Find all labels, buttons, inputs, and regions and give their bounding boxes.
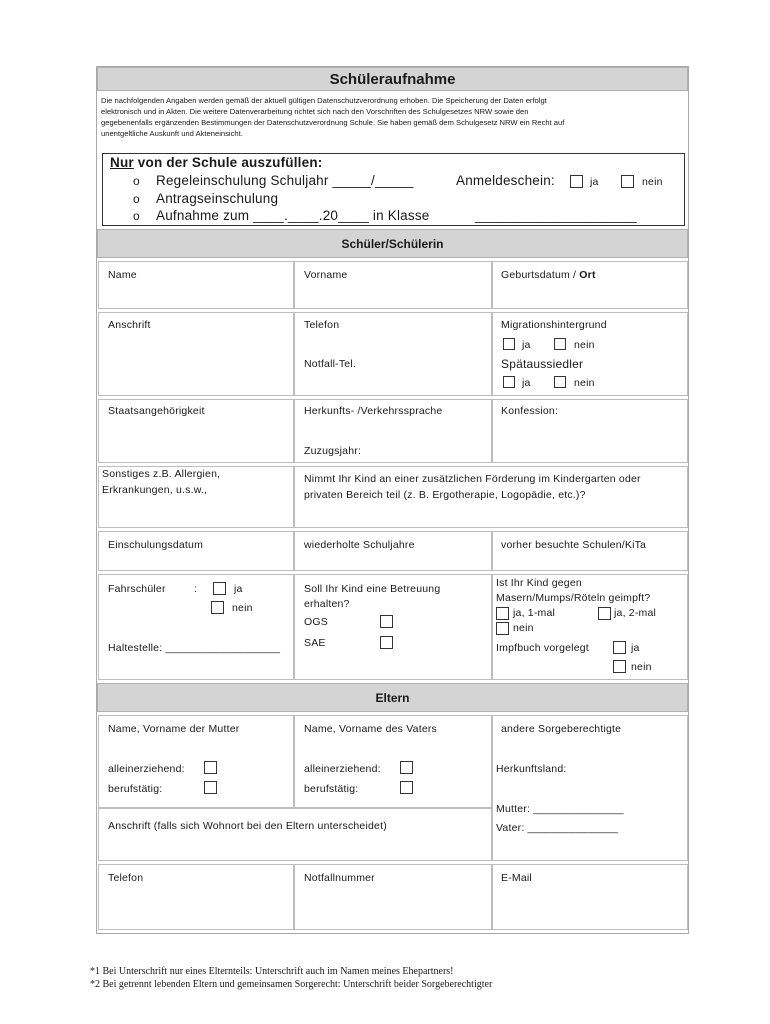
radio-bullet-icon[interactable]: o [133, 192, 140, 206]
radio-bullet-icon[interactable]: o [133, 209, 140, 223]
form-title-band [97, 67, 688, 91]
mutter-alleinerziehend-checkbox[interactable] [204, 761, 217, 774]
label-wiederholte-schuljahre: wiederholte Schuljahre [304, 539, 415, 551]
label-mutter: Name, Vorname der Mutter [108, 723, 240, 735]
intro-line: elektronisch und in Akten. Die weitere Datenverarbeitung richtet sich nach den Vorschriften des Schulgesetzes NRW sowie den [101, 107, 529, 116]
school-box-heading-rest: von der Schule auszufüllen: [133, 155, 323, 170]
anmeldeschein-label: Anmeldeschein: [456, 173, 555, 188]
impf-ja1-checkbox[interactable] [496, 607, 509, 620]
spaet-nein-checkbox[interactable] [554, 376, 566, 388]
school-box-heading-nur: Nur [110, 155, 134, 170]
label-vater-berufstaetig: berufstätig: [304, 783, 359, 795]
sae-checkbox[interactable] [380, 636, 393, 649]
intro-text [101, 95, 685, 139]
impf-ja2-label: ja, 2-mal [614, 607, 657, 619]
label-impfung-2: Masern/Mumps/Röteln geimpft? [496, 592, 651, 604]
label-betreuung-2: erhalten? [304, 598, 350, 610]
label-konfession: Konfession: [501, 405, 559, 417]
cell-einschulungsdatum[interactable] [98, 531, 294, 571]
label-vorname: Vorname [304, 269, 348, 281]
vater-alleinerziehend-checkbox[interactable] [400, 761, 413, 774]
label-sae: SAE [304, 637, 326, 649]
impfbuch-ja-label: ja [631, 642, 640, 654]
section-parents-band [97, 683, 688, 712]
label-haltestelle: Haltestelle: ___________________ [108, 642, 281, 654]
label-vater: Name, Vorname des Vaters [304, 723, 437, 735]
label-eltern-telefon: Telefon [108, 872, 144, 884]
intro-line: Die nachfolgenden Angaben werden gemäß der aktuell gültigen Datenschutzverordnung erhoben. Die Speicherung der Daten erfolgt [101, 96, 547, 105]
fahr-nein-checkbox[interactable] [211, 601, 224, 614]
label-zuzugsjahr: Zuzugsjahr: [304, 445, 362, 457]
label-herkunftssprache: Herkunfts- /Verkehrssprache [304, 405, 443, 417]
spaet-nein-label: nein [574, 377, 595, 389]
migration-nein-label: nein [574, 339, 595, 351]
klasse-line: _____________________ [475, 208, 637, 223]
label-sonstiges-1: Sonstiges z.B. Allergien, [102, 468, 221, 480]
radio-bullet-icon[interactable]: o [133, 174, 140, 188]
option-antragseinschulung: Antragseinschulung [156, 191, 279, 206]
section-parents-title: Eltern [375, 691, 410, 705]
label-mutter-alleinerziehend: alleinerziehend: [108, 763, 185, 775]
footnote-2: *2 Bei getrennt lebenden Eltern und gemeinsamen Sorgerecht: Unterschrift beider Sorgeberechtigter [90, 979, 493, 990]
label-notfall-tel: Notfall-Tel. [304, 358, 356, 370]
cell-wiederholte-schuljahre[interactable] [294, 531, 492, 571]
label-fahrschueler: Fahrschüler [108, 583, 166, 595]
label-eltern-email: E-Mail [501, 872, 532, 884]
cell-vorher-besuchte-schulen[interactable] [492, 531, 688, 571]
footnote-1: *1 Bei Unterschrift nur eines Elternteils: Unterschrift auch im Namen meines Ehepartners! [90, 966, 454, 977]
vater-berufstaetig-checkbox[interactable] [400, 781, 413, 794]
label-vater-alleinerziehend: alleinerziehend: [304, 763, 381, 775]
spaet-ja-label: ja [522, 377, 531, 389]
label-migrationshintergrund: Migrationshintergrund [501, 319, 607, 331]
intro-line: unentgeltliche Auskunft und Akteneinsicht. [101, 129, 243, 138]
intro-line: gegebenenfalls ergänzenden Bestimmungen der Datenschutzverordnung Schule. Sie haben gemäß dem Schulgesetz NRW ein Recht auf [101, 118, 565, 127]
fahr-ja-checkbox[interactable] [213, 582, 226, 595]
anmeldeschein-ja-label: ja [590, 176, 599, 188]
label-ogs: OGS [304, 616, 328, 628]
label-herkunft-vater: Vater: _______________ [496, 822, 619, 834]
label-geburtsdatum-text: Geburtsdatum / [501, 269, 580, 281]
label-betreuung-1: Soll Ihr Kind eine Betreuung [304, 583, 441, 595]
impfbuch-ja-checkbox[interactable] [613, 641, 626, 654]
cell-andere-sorgeberechtigte[interactable] [492, 715, 688, 861]
label-herkunftsland: Herkunftsland: [496, 763, 567, 775]
impfbuch-nein-checkbox[interactable] [613, 660, 626, 673]
mutter-berufstaetig-checkbox[interactable] [204, 781, 217, 794]
anmeldeschein-nein-label: nein [642, 176, 663, 188]
label-fahrschueler-colon: : [194, 583, 198, 595]
label-sonstiges-2: Erkrankungen, u.s.w., [102, 484, 208, 496]
anmeldeschein-ja-checkbox[interactable] [570, 175, 583, 188]
label-geburtsdatum [501, 269, 596, 281]
impf-nein-checkbox[interactable] [496, 622, 509, 635]
label-foerderung-2: privaten Bereich teil (z. B. Ergotherapie, Logopädie, etc.)? [304, 489, 586, 501]
fahr-ja-label: ja [234, 583, 243, 595]
label-impfung-1: Ist Ihr Kind gegen [496, 577, 582, 589]
option-aufnahme: Aufnahme zum ____.____.20____ in Klasse [156, 208, 430, 223]
migration-ja-label: ja [522, 339, 531, 351]
label-staatsangehoerigkeit: Staatsangehörigkeit [108, 405, 205, 417]
label-foerderung-1: Nimmt Ihr Kind an einer zusätzlichen Förderung im Kindergarten oder [304, 473, 641, 485]
impf-ja1-label: ja, 1-mal [513, 607, 556, 619]
migration-ja-checkbox[interactable] [503, 338, 515, 350]
section-student-band [97, 229, 688, 258]
label-eltern-anschrift: Anschrift (falls sich Wohnort bei den Eltern unterscheidet) [108, 820, 387, 832]
label-telefon: Telefon [304, 319, 340, 331]
ogs-checkbox[interactable] [380, 615, 393, 628]
label-mutter-berufstaetig: berufstätig: [108, 783, 163, 795]
impf-nein-label: nein [513, 622, 534, 634]
label-vorher-besuchte-schulen: vorher besuchte Schulen/KiTa [501, 539, 647, 551]
school-box-heading [110, 155, 323, 170]
impf-ja2-checkbox[interactable] [598, 607, 611, 620]
label-andere-sorgeberechtigte: andere Sorgeberechtigte [501, 723, 622, 735]
label-name: Name [108, 269, 137, 281]
cell-eltern-anschrift[interactable] [98, 808, 492, 861]
label-impfbuch: Impfbuch vorgelegt [496, 642, 589, 654]
label-spaetaussiedler: Spätaussiedler [501, 357, 584, 371]
impfbuch-nein-label: nein [631, 661, 652, 673]
migration-nein-checkbox[interactable] [554, 338, 566, 350]
fahr-nein-label: nein [232, 602, 253, 614]
spaet-ja-checkbox[interactable] [503, 376, 515, 388]
label-anschrift: Anschrift [108, 319, 151, 331]
label-eltern-notfallnummer: Notfallnummer [304, 872, 375, 884]
option-regeleinschulung: Regeleinschulung Schuljahr _____/_____ [156, 173, 414, 188]
section-student-title: Schüler/Schülerin [341, 237, 444, 251]
label-herkunft-mutter: Mutter: _______________ [496, 803, 624, 815]
form-title: Schüleraufnahme [329, 71, 456, 88]
anmeldeschein-nein-checkbox[interactable] [621, 175, 634, 188]
label-ort: Ort [579, 269, 596, 281]
label-einschulungsdatum: Einschulungsdatum [108, 539, 204, 551]
